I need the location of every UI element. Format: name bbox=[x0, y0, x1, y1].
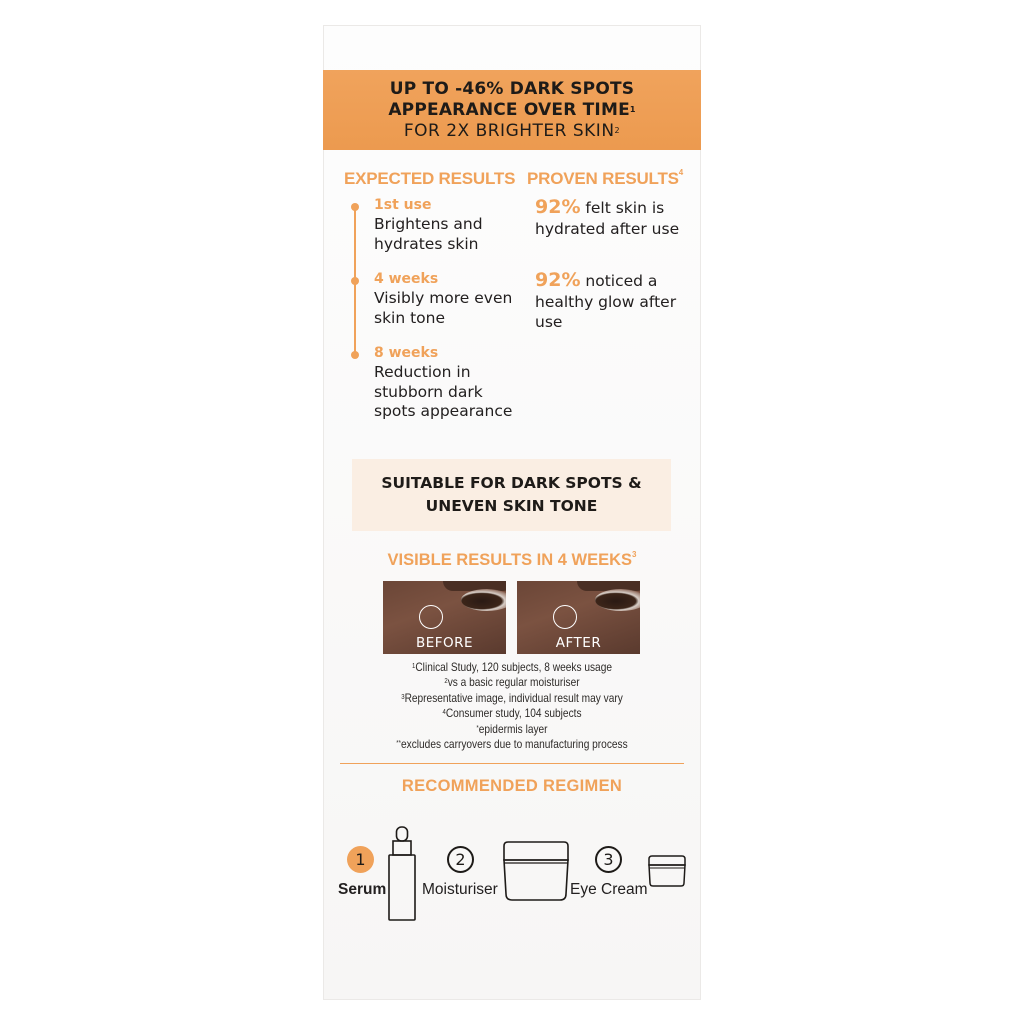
regimen-label-eye-cream: Eye Cream bbox=[570, 881, 648, 898]
timeline-dot bbox=[351, 351, 359, 359]
footnote: $^3$Representative image, individual result may vary bbox=[401, 690, 623, 705]
banner-line-3: FOR 2X BRIGHTER SKIN$^2$ bbox=[403, 120, 621, 141]
before-photo bbox=[383, 581, 506, 654]
footnote: **excludes carryovers due to manufacturing process bbox=[396, 737, 628, 752]
footnotes bbox=[349, 660, 674, 752]
expected-results-heading: EXPECTED RESULTS bbox=[344, 169, 516, 188]
after-label: AFTER bbox=[555, 635, 602, 651]
serum-bottle-icon bbox=[386, 826, 418, 922]
proven-stat: 92% noticed a healthy glow after use bbox=[535, 269, 677, 331]
proven-results-heading: PROVEN RESULTS$^4$ bbox=[527, 168, 684, 188]
expected-step-title: 1st use bbox=[374, 197, 432, 213]
timeline-dot bbox=[351, 203, 359, 211]
divider bbox=[340, 763, 684, 764]
headline-banner bbox=[323, 70, 701, 150]
step-number-1: 1 bbox=[347, 846, 374, 873]
eye-cream-jar-icon bbox=[647, 854, 687, 888]
dark-spot-circle bbox=[419, 605, 443, 629]
after-photo bbox=[517, 581, 640, 654]
expected-step-title: 4 weeks bbox=[374, 271, 439, 287]
moisturiser-jar-icon bbox=[500, 840, 572, 902]
banner-line-2: APPEARANCE OVER TIME$^1$ bbox=[388, 99, 636, 120]
footnote: $^4$Consumer study, 104 subjects bbox=[442, 706, 582, 721]
regimen-label-moisturiser: Moisturiser bbox=[422, 881, 498, 898]
expected-step-title: 8 weeks bbox=[374, 345, 439, 361]
stat-percent: 92% bbox=[535, 196, 581, 218]
regimen-heading: RECOMMENDED REGIMEN bbox=[401, 777, 623, 795]
expected-step-desc: Visibly more even skin tone bbox=[374, 289, 513, 327]
step-number-3: 3 bbox=[595, 846, 622, 873]
banner-line-1: UP TO -46% DARK SPOTS bbox=[389, 78, 635, 99]
footnote: *epidermis layer bbox=[476, 721, 548, 736]
timeline-dot bbox=[351, 277, 359, 285]
stat-percent: 92% bbox=[535, 269, 581, 291]
step-number-2: 2 bbox=[447, 846, 474, 873]
expected-step-desc: Reduction in stubborn dark spots appearance bbox=[374, 363, 513, 420]
eye-image bbox=[595, 589, 640, 611]
before-label: BEFORE bbox=[415, 635, 474, 651]
dark-spot-circle bbox=[553, 605, 577, 629]
suitable-for-callout: SUITABLE FOR DARK SPOTS & UNEVEN SKIN TONE bbox=[352, 459, 671, 531]
footnote: $^1$Clinical Study, 120 subjects, 8 weeks usage bbox=[411, 660, 612, 674]
footnote: $^2$vs a basic regular moisturiser bbox=[444, 675, 580, 690]
visible-results-heading: VISIBLE RESULTS IN 4 WEEKS$^3$ bbox=[387, 550, 637, 569]
eye-image bbox=[461, 589, 506, 611]
expected-step-desc: Brightens and hydrates skin bbox=[374, 215, 483, 253]
regimen-label-serum: Serum bbox=[338, 881, 387, 898]
proven-stat: 92% felt skin is hydrated after use bbox=[535, 196, 680, 238]
